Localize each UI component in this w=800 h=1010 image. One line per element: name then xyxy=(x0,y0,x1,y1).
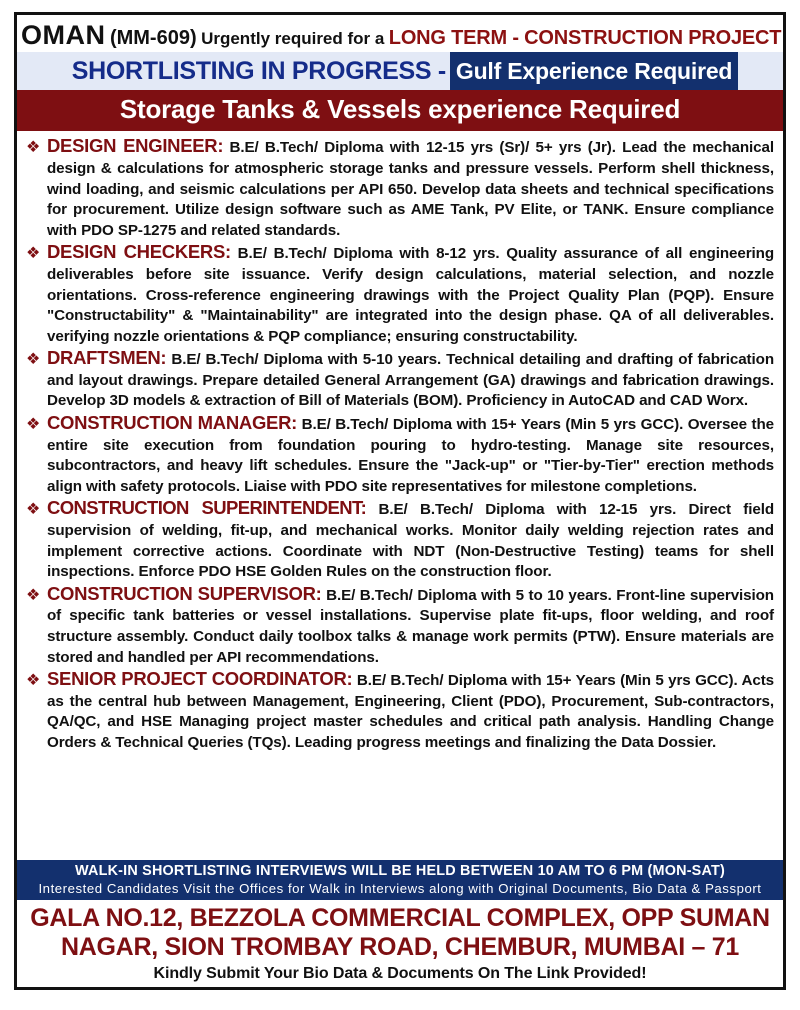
storage-experience-banner: Storage Tanks & Vessels experience Required xyxy=(17,90,783,131)
job-description: B.E/ B.Tech/ Diploma with 12-15 yrs. Direct field supervision of welding, fit-up, and mechanical works. Monitor daily welding rejection rates and implement corrective actions. Coordinate with NDT (Non-Destructive Testing) teams for shell inspections. Enforce PDO HSE Golden Rules on the construction floor. xyxy=(47,501,774,581)
job-title: SENIOR PROJECT COORDINATOR: xyxy=(47,668,353,690)
header-title-line xyxy=(17,15,783,52)
job-description: B.E/ B.Tech/ Diploma with 8-12 yrs. Quality assurance of all engineering deliverables before site issuance. Verify design calculations, material selection, and nozzle orientations. Cross-reference engineering drawings with the Project Quality Plan (PQP). Ensure "Constructability" & "Maintainability" are integrated into the design phase. QA of all deliverables. verifying nozzle orientations & PQP compliance; ensuring constructability. xyxy=(47,245,774,345)
office-address xyxy=(17,900,783,964)
job-title: CONSTRUCTION MANAGER: xyxy=(47,412,298,434)
job-description: B.E/ B.Tech/ Diploma with 15+ Years (Min 5 yrs GCC). Acts as the central hub between Management, Engineering, Client (PDO), Procurement, Sub-contractors, QA/QC, and HSE Managing project master schedules and critical path analysis. Handling Change Orders & Technical Queries (TQs). Leading progress meetings and finalizing the Data Dossier. xyxy=(47,672,775,751)
job-title: DESIGN CHECKERS: xyxy=(47,241,231,263)
job-text xyxy=(47,584,774,668)
job-item xyxy=(26,669,774,753)
diamond-bullet-icon: ❖ xyxy=(26,672,41,690)
job-title: DESIGN ENGINEER: xyxy=(47,135,224,157)
job-item xyxy=(26,136,774,241)
gulf-experience-badge: Gulf Experience Required xyxy=(450,52,738,90)
job-item xyxy=(26,242,774,347)
diamond-bullet-icon: ❖ xyxy=(26,139,41,157)
walkin-instructions-label: Interested Candidates Visit the Offices for Walk in Interviews along with Original Documents, Bio Data & Passport xyxy=(38,881,762,896)
job-text xyxy=(47,498,774,582)
job-description: B.E/ B.Tech/ Diploma with 12-15 yrs (Sr)/ 5+ yrs (Jr). Lead the mechanical design & calculations for atmospheric storage tanks and pressure vessels. Perform shell thickness, wind loading, and seismic calculations per API 650. Develop data sheets and technical specifications for procurement. Utilize design software such as AME Tank, PV Elite, or TANK. Ensure compliance with PDO SP-1275 and related standards. xyxy=(47,139,774,239)
country-label: OMAN xyxy=(21,20,106,50)
job-description: B.E/ B.Tech/ Diploma with 15+ Years (Min 5 yrs GCC). Oversee the entire site execution from foundation pouring to hydro-testing. Manage site resources, subcontractors, and heavy lift schedules. Ensure the "Jack-up" or "Tier-by-Tier" erection methods align with safety protocols. Liaise with PDO site representatives for milestone completions. xyxy=(47,416,774,495)
walkin-banner xyxy=(17,860,783,900)
job-text xyxy=(47,669,774,753)
job-description: B.E/ B.Tech/ Diploma with 5 to 10 years. Front-line supervision of specific tank batteries or vessel installations. Supervise plate fit-ups, floor welding, and roof structure assembly. Conduct daily toolbox talks & manage work permits (PTW). Ensure materials are stored and handled per API recommendations. xyxy=(47,586,774,666)
poster-frame xyxy=(14,12,786,990)
diamond-bullet-icon: ❖ xyxy=(26,501,41,519)
job-list xyxy=(17,131,783,860)
job-item xyxy=(26,413,774,497)
job-item xyxy=(26,348,774,412)
shortlisting-banner xyxy=(17,52,783,90)
shortlisting-label: SHORTLISTING IN PROGRESS - xyxy=(71,56,446,85)
walkin-schedule-label: WALK-IN SHORTLISTING INTERVIEWS WILL BE HELD BETWEEN 10 AM TO 6 PM (MON-SAT) xyxy=(75,863,725,879)
address-line-1: GALA NO.12, BEZZOLA COMMERCIAL COMPLEX, OPP SUMAN xyxy=(30,904,770,932)
job-title: DRAFTSMEN: xyxy=(47,347,167,369)
job-item xyxy=(26,498,774,582)
job-item xyxy=(26,584,774,668)
diamond-bullet-icon: ❖ xyxy=(26,245,41,263)
job-description: B.E/ B.Tech/ Diploma with 5-10 years. Technical detailing and drafting of fabrication and layout drawings. Prepare detailed General Arrangement (GA) drawings and fabrication drawings. Develop 3D models & extraction of Bill of Materials (BOM). Proficiency in AutoCAD and CAD Worx. xyxy=(47,351,774,410)
address-line-2: NAGAR, SION TROMBAY ROAD, CHEMBUR, MUMBAI – 71 xyxy=(61,933,739,961)
job-title: CONSTRUCTION SUPERINTENDENT: xyxy=(47,497,367,519)
diamond-bullet-icon: ❖ xyxy=(26,586,41,604)
diamond-bullet-icon: ❖ xyxy=(26,416,41,434)
submission-tagline: Kindly Submit Your Bio Data & Documents On The Link Provided! xyxy=(153,965,647,982)
job-text xyxy=(47,348,774,412)
job-text xyxy=(47,242,774,347)
job-code-label: (MM-609) xyxy=(109,27,197,49)
job-title: CONSTRUCTION SUPERVISOR: xyxy=(47,582,322,604)
job-text xyxy=(47,136,774,241)
project-type-label: LONG TERM - CONSTRUCTION PROJECT xyxy=(388,27,782,49)
job-text xyxy=(47,413,774,497)
diamond-bullet-icon: ❖ xyxy=(26,351,41,369)
urgent-label: Urgently required for a xyxy=(201,29,385,48)
